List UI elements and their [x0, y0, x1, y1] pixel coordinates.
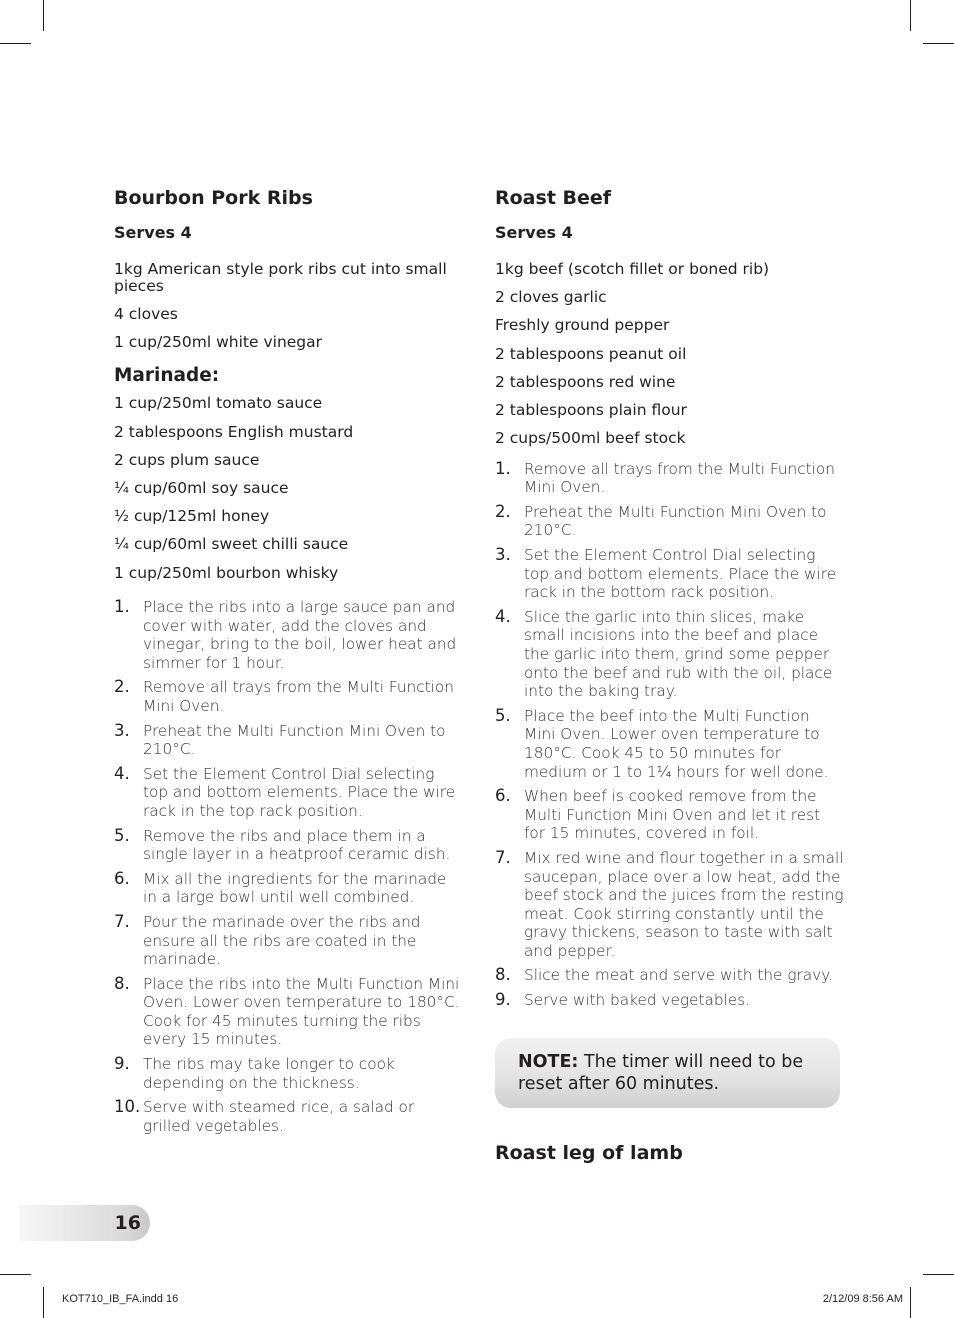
method-steps	[495, 460, 845, 1010]
step-number: 3.	[495, 545, 511, 564]
recipe-title: Roast Beef	[495, 187, 612, 209]
method-step	[495, 608, 845, 701]
note-label: NOTE:	[518, 1051, 579, 1072]
step-number: 7.	[114, 911, 130, 931]
ingredient-item: ¼ cup/60ml soy sauce	[114, 478, 289, 497]
step-number: 7.	[495, 847, 511, 867]
ingredient-item: 1kg American style pork ribs cut into small pieces	[114, 260, 447, 295]
step-text: Serve with baked vegetables.	[524, 991, 751, 1010]
crop-mark	[923, 1274, 954, 1275]
step-text: Place the ribs into the Multi Function Mini Oven. Lower oven temperature to 180°C. Cook for 45 minutes turning the ribs every 15 minutes.	[143, 974, 460, 1049]
recipe-roast-beef	[495, 186, 845, 1178]
step-number: 8.	[495, 965, 511, 985]
page-number-tab	[19, 1205, 150, 1241]
ingredient-item: 2 cups plum sauce	[114, 450, 260, 469]
method-step	[114, 975, 464, 1049]
step-text: Serve with steamed rice, a salad or grilled vegetables.	[143, 1098, 415, 1135]
method-step	[495, 991, 845, 1010]
method-step	[114, 827, 464, 864]
crop-mark	[0, 1274, 31, 1275]
ingredient-item: 4 cloves	[114, 304, 178, 323]
method-step	[114, 1055, 464, 1092]
step-number: 5.	[114, 825, 130, 845]
ingredient-item: 2 tablespoons plain flour	[495, 400, 687, 419]
ingredient-item: Freshly ground pepper	[495, 316, 670, 335]
method-step	[114, 598, 464, 672]
print-slug-date: 2/12/09 8:56 AM	[822, 1293, 903, 1305]
method-step	[495, 460, 845, 497]
serves-label: Serves 4	[114, 223, 192, 242]
crop-mark	[43, 0, 44, 31]
crop-mark	[0, 43, 31, 44]
ingredient-item: 2 tablespoons English mustard	[114, 422, 354, 441]
marinade-list	[114, 395, 464, 581]
ingredient-item: 1kg beef (scotch fillet or boned rib)	[495, 260, 770, 278]
method-step	[114, 678, 464, 715]
step-text: Remove all trays from the Multi Function Mini Oven.	[143, 678, 454, 715]
step-number: 9.	[114, 1054, 130, 1074]
ingredient-item: 1 cup/250ml tomato sauce	[114, 394, 323, 413]
crop-mark	[910, 1287, 911, 1318]
step-text: Slice the meat and serve with the gravy.	[524, 966, 833, 985]
method-steps	[114, 598, 464, 1135]
note-text: The timer will need to be reset after 60 minutes.	[518, 1051, 804, 1094]
crop-mark	[923, 43, 954, 44]
step-number: 9.	[495, 990, 511, 1010]
step-number: 2.	[495, 501, 511, 521]
step-number: 1.	[495, 458, 511, 478]
step-text: Set the Element Control Dial selecting top and bottom elements. Place the wire rack in the top rack position.	[143, 764, 456, 820]
step-number: 8.	[114, 973, 130, 993]
step-number: 6.	[114, 868, 130, 888]
ingredient-item: ¼ cup/60ml sweet chilli sauce	[114, 535, 349, 554]
step-text: Preheat the Multi Function Mini Oven to 210°C.	[143, 721, 446, 759]
ingredient-item: 2 tablespoons peanut oil	[495, 344, 687, 363]
recipe-title-next: Roast leg of lamb	[495, 1141, 683, 1164]
step-number: 2.	[114, 677, 130, 697]
step-text: Preheat the Multi Function Mini Oven to 210°C.	[524, 502, 827, 540]
recipe-bourbon-pork-ribs	[114, 186, 464, 1141]
method-step	[114, 722, 464, 759]
step-text: Pour the marinade over the ribs and ensure all the ribs are coated in the marinade.	[143, 912, 421, 969]
ingredient-item: 2 tablespoons red wine	[495, 372, 676, 391]
step-text: Mix red wine and flour together in a small saucepan, place over a low heat, add the beef stock and the juices from the resting meat. Cook stirring constantly until the gravy thickens, season to taste with salt and pepper.	[524, 848, 844, 960]
crop-mark	[43, 1287, 44, 1318]
step-number: 10.	[114, 1097, 141, 1117]
method-step	[114, 870, 464, 907]
ingredient-item: 1 cup/250ml white vinegar	[114, 332, 323, 351]
step-text: Place the beef into the Multi Function Mini Oven. Lower oven temperature to 180°C. Cook 45 to 50 minutes for medium or 1 to 1¼ hours for well done.	[524, 706, 829, 781]
ingredient-item: ½ cup/125ml honey	[114, 507, 270, 526]
method-step	[114, 1098, 464, 1135]
serves-label: Serves 4	[495, 223, 573, 242]
method-step	[114, 913, 464, 969]
method-step	[495, 849, 845, 961]
method-step	[495, 546, 845, 602]
step-number: 6.	[495, 786, 511, 806]
marinade-heading: Marinade:	[114, 365, 220, 387]
step-text: When beef is cooked remove from the Multi Function Mini Oven and let it rest for 15 minutes, covered in foil.	[524, 787, 821, 843]
ingredient-list	[114, 261, 464, 350]
note-box	[495, 1038, 840, 1108]
method-step	[495, 503, 845, 540]
step-text: Mix all the ingredients for the marinade in a large bowl until well combined.	[143, 869, 447, 907]
method-step	[495, 787, 845, 843]
recipe-title: Bourbon Pork Ribs	[114, 187, 313, 209]
method-step	[495, 966, 845, 985]
step-number: 4.	[495, 606, 511, 626]
step-number: 5.	[495, 705, 511, 725]
step-text: Place the ribs into a large sauce pan and cover with water, add the cloves and vinegar, bring to the boil, lower heat and simmer for 1 hour.	[143, 598, 457, 672]
ingredient-item: 1 cup/250ml bourbon whisky	[114, 563, 339, 582]
method-step	[495, 707, 845, 781]
step-text: Set the Element Control Dial selecting top and bottom elements. Place the wire rack in the bottom rack position.	[524, 546, 837, 602]
ingredient-item: 2 cloves garlic	[495, 288, 607, 307]
ingredient-item: 2 cups/500ml beef stock	[495, 429, 686, 448]
step-number: 1.	[114, 597, 130, 616]
step-text: Remove the ribs and place them in a single layer in a heatproof ceramic dish.	[143, 826, 451, 864]
step-text: Remove all trays from the Multi Function Mini Oven.	[524, 459, 835, 497]
method-step	[114, 765, 464, 821]
step-number: 3.	[114, 720, 130, 740]
page-number: 16	[114, 1212, 141, 1234]
ingredient-list	[495, 261, 845, 447]
step-text: The ribs may take longer to cook depending on the thickness.	[143, 1055, 395, 1092]
step-number: 4.	[114, 763, 130, 783]
print-slug-file: KOT710_IB_FA.indd 16	[62, 1293, 179, 1305]
step-text: Slice the garlic into thin slices, make small incisions into the beef and place the garlic into them, grind some pepper onto the beef and rub with the oil, place into the baking tray.	[524, 607, 833, 701]
crop-mark	[910, 0, 911, 31]
